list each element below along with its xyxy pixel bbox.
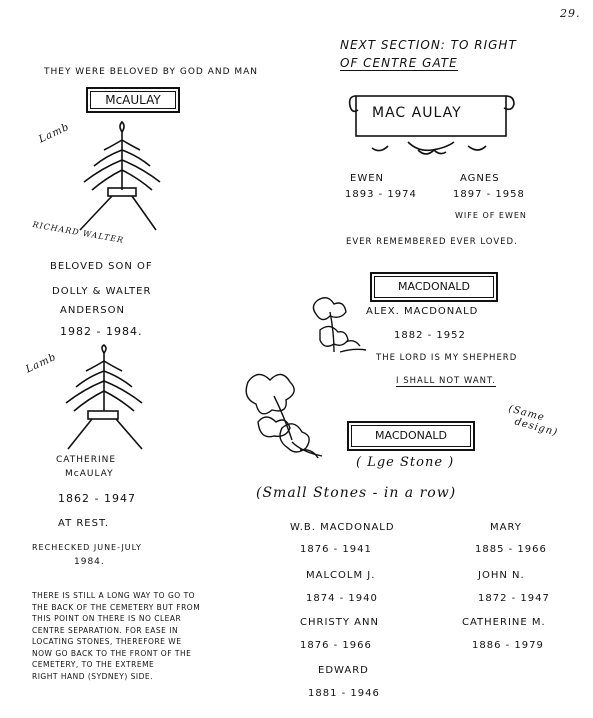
lamb-note-2: Lamb [24,351,59,376]
section-heading-1: NEXT SECTION: TO RIGHT [340,38,517,52]
note-line: RIGHT HAND (SYDNEY) SIDE. [32,671,154,681]
note-line: THE BACK OF THE CEMETERY BUT FROM [32,602,201,612]
agnes-name: AGNES [460,173,500,184]
scroll-banner-icon [348,90,518,180]
stone-dates: 1872 - 1947 [478,593,550,604]
child1-name: RICHARD WALTER [31,220,125,245]
stone-dates: 1881 - 1946 [308,688,380,699]
stone-name: CHRISTY ANN [300,617,379,628]
stone-name: MALCOLM J. [306,570,376,581]
note-line: NOW GO BACK TO THE FRONT OF THE [32,648,192,658]
child2-surname: McAULAY [65,469,114,479]
macdonald-label-1: MACDONALD [374,276,494,298]
large-stone-note: ( Lge Stone ) [356,455,455,470]
navigation-note [32,590,200,682]
stone-name: EDWARD [318,665,369,676]
small-stones-note: (Small Stones - in a row) [256,485,457,501]
page-number: 29. [560,7,581,20]
child1-dates: 1982 - 1984. [60,325,143,338]
macdonald-box-2 [347,421,475,451]
child2-rest: AT REST. [58,518,110,529]
stone-name: JOHN N. [478,570,525,581]
alex-dates: 1882 - 1952 [394,330,466,341]
note-line: THIS POINT ON THERE IS NO CLEAR [32,614,182,623]
family-name: McAULAY [90,91,176,109]
child1-line2: DOLLY & WALTER [52,286,152,297]
alex-name: ALEX. MACDONALD [366,306,479,317]
family-name-box [86,87,180,113]
flower-sketch-icon-1 [300,292,380,372]
rechecked-year: 1984. [74,557,105,567]
ewen-dates: 1893 - 1974 [345,189,417,200]
stone-name: CATHERINE M. [462,617,546,628]
macdonald-label-2: MACDONALD [351,425,471,447]
verse-line-1: THE LORD IS MY SHEPHERD [376,353,518,363]
section-heading-2: OF CENTRE GATE [340,56,458,70]
intro-line: THEY WERE BELOVED BY GOD AND MAN [44,67,259,77]
verse-line-2: I SHALL NOT WANT. [396,376,496,386]
child2-dates: 1862 - 1947 [58,492,136,505]
note-line: CENTRE SEPARATION. FOR EASE IN [32,625,179,635]
fern-carving-icon-2 [58,345,158,455]
note-line: LOCATING STONES, THEREFORE WE [32,637,182,646]
stone-dates: 1885 - 1966 [475,544,547,555]
child1-line1: BELOVED SON OF [50,261,153,272]
child1-line3: ANDERSON [60,305,125,316]
same-design-note-2: design) [513,416,560,439]
same-design-note-1: (Same [507,403,546,424]
stone-dates: 1874 - 1940 [306,593,378,604]
lamb-note-1: Lamb [37,121,72,146]
child2-name: CATHERINE [56,455,117,465]
stone-dates: 1876 - 1941 [300,544,372,555]
stone-name: MARY [490,522,522,533]
stone-dates: 1876 - 1966 [300,640,372,651]
ewen-name: EWEN [350,173,385,184]
banner-name: MAC AULAY [372,105,462,121]
macdonald-box-1 [370,272,498,302]
stone-name: W.B. MACDONALD [290,522,395,533]
epitaph: EVER REMEMBERED EVER LOVED. [346,237,518,247]
fern-carving-icon-1 [72,122,172,232]
note-line: CEMETERY, TO THE EXTREME [32,660,155,669]
rechecked-note: RECHECKED JUNE-JULY [32,543,142,552]
stone-dates: 1886 - 1979 [472,640,544,651]
note-line: THERE IS STILL A LONG WAY TO GO TO [32,591,196,600]
agnes-note: WIFE OF EWEN [455,211,527,220]
agnes-dates: 1897 - 1958 [453,189,525,200]
flower-sketch-icon-2 [238,362,338,472]
